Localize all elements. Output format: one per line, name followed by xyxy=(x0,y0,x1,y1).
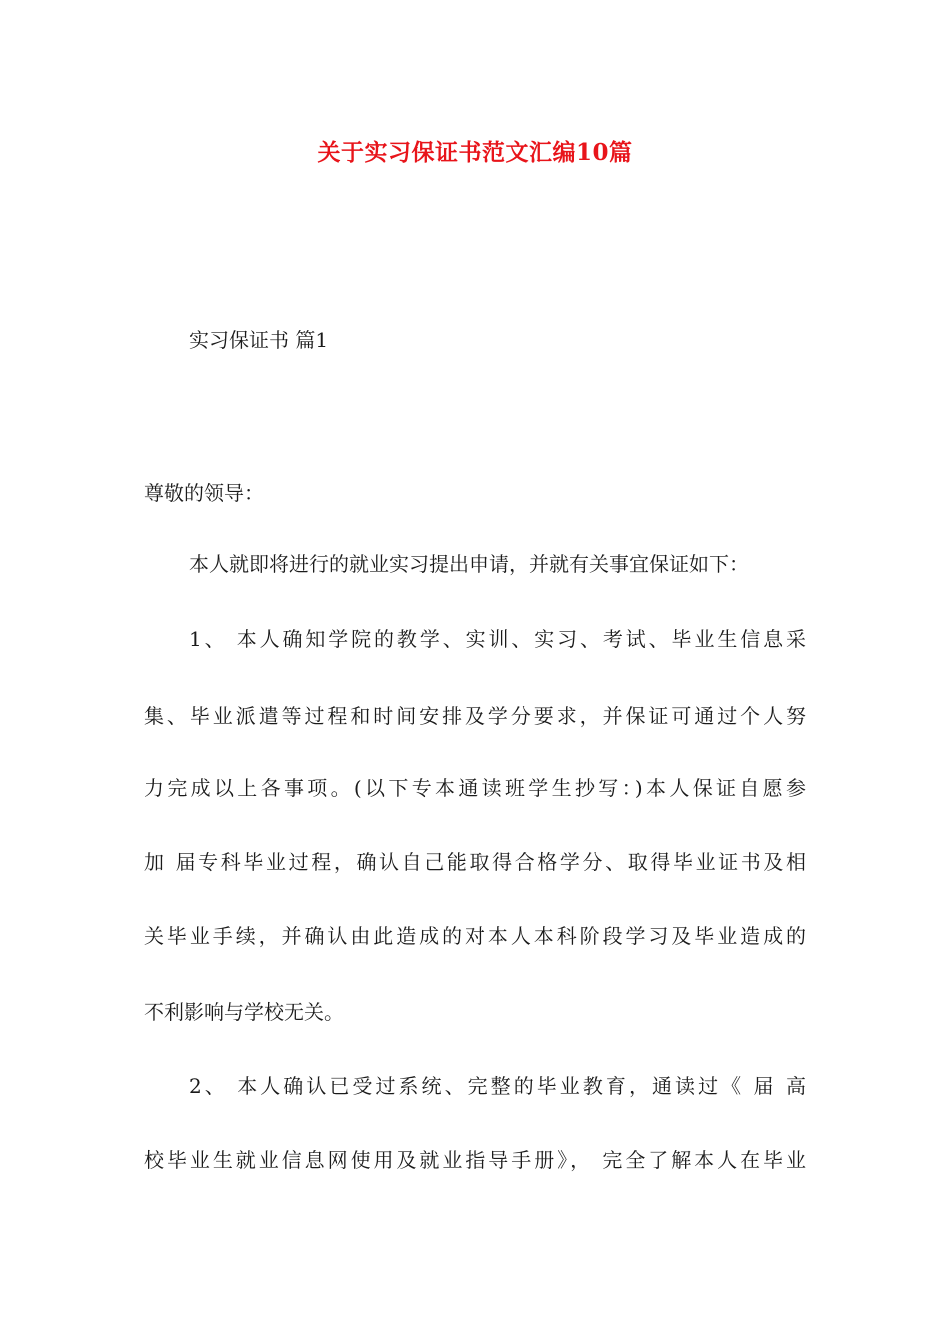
paragraph-line: 校毕业生就业信息网使用及就业指导手册》， 完全了解本人在毕业 xyxy=(144,1148,806,1172)
paragraph-line: 集、毕业派遣等过程和时间安排及学分要求，并保证可通过个人努 xyxy=(144,704,806,728)
document-title: 关于实习保证书范文汇编10篇 xyxy=(317,139,633,166)
salutation: 尊敬的领导： xyxy=(144,481,264,505)
paragraph-line: 1、 本人确知学院的教学、实训、实习、考试、毕业生信息采 xyxy=(189,627,806,651)
paragraph-line: 2、 本人确认已受过系统、完整的毕业教育，通读过《 届 高 xyxy=(189,1074,806,1098)
paragraph-line: 关毕业手续，并确认由此造成的对本人本科阶段学习及毕业造成的 xyxy=(144,924,806,948)
paragraph-line: 力完成以上各事项。(以下专本通读班学生抄写：)本人保证自愿参 xyxy=(144,776,806,800)
paragraph-line: 不利影响与学校无关。 xyxy=(144,1000,344,1024)
section-heading: 实习保证书 篇1 xyxy=(189,328,329,352)
paragraph-line: 加 届专科毕业过程，确认自己能取得合格学分、取得毕业证书及相 xyxy=(144,850,806,874)
paragraph-line: 本人就即将进行的就业实习提出申请，并就有关事宜保证如下： xyxy=(189,552,749,576)
